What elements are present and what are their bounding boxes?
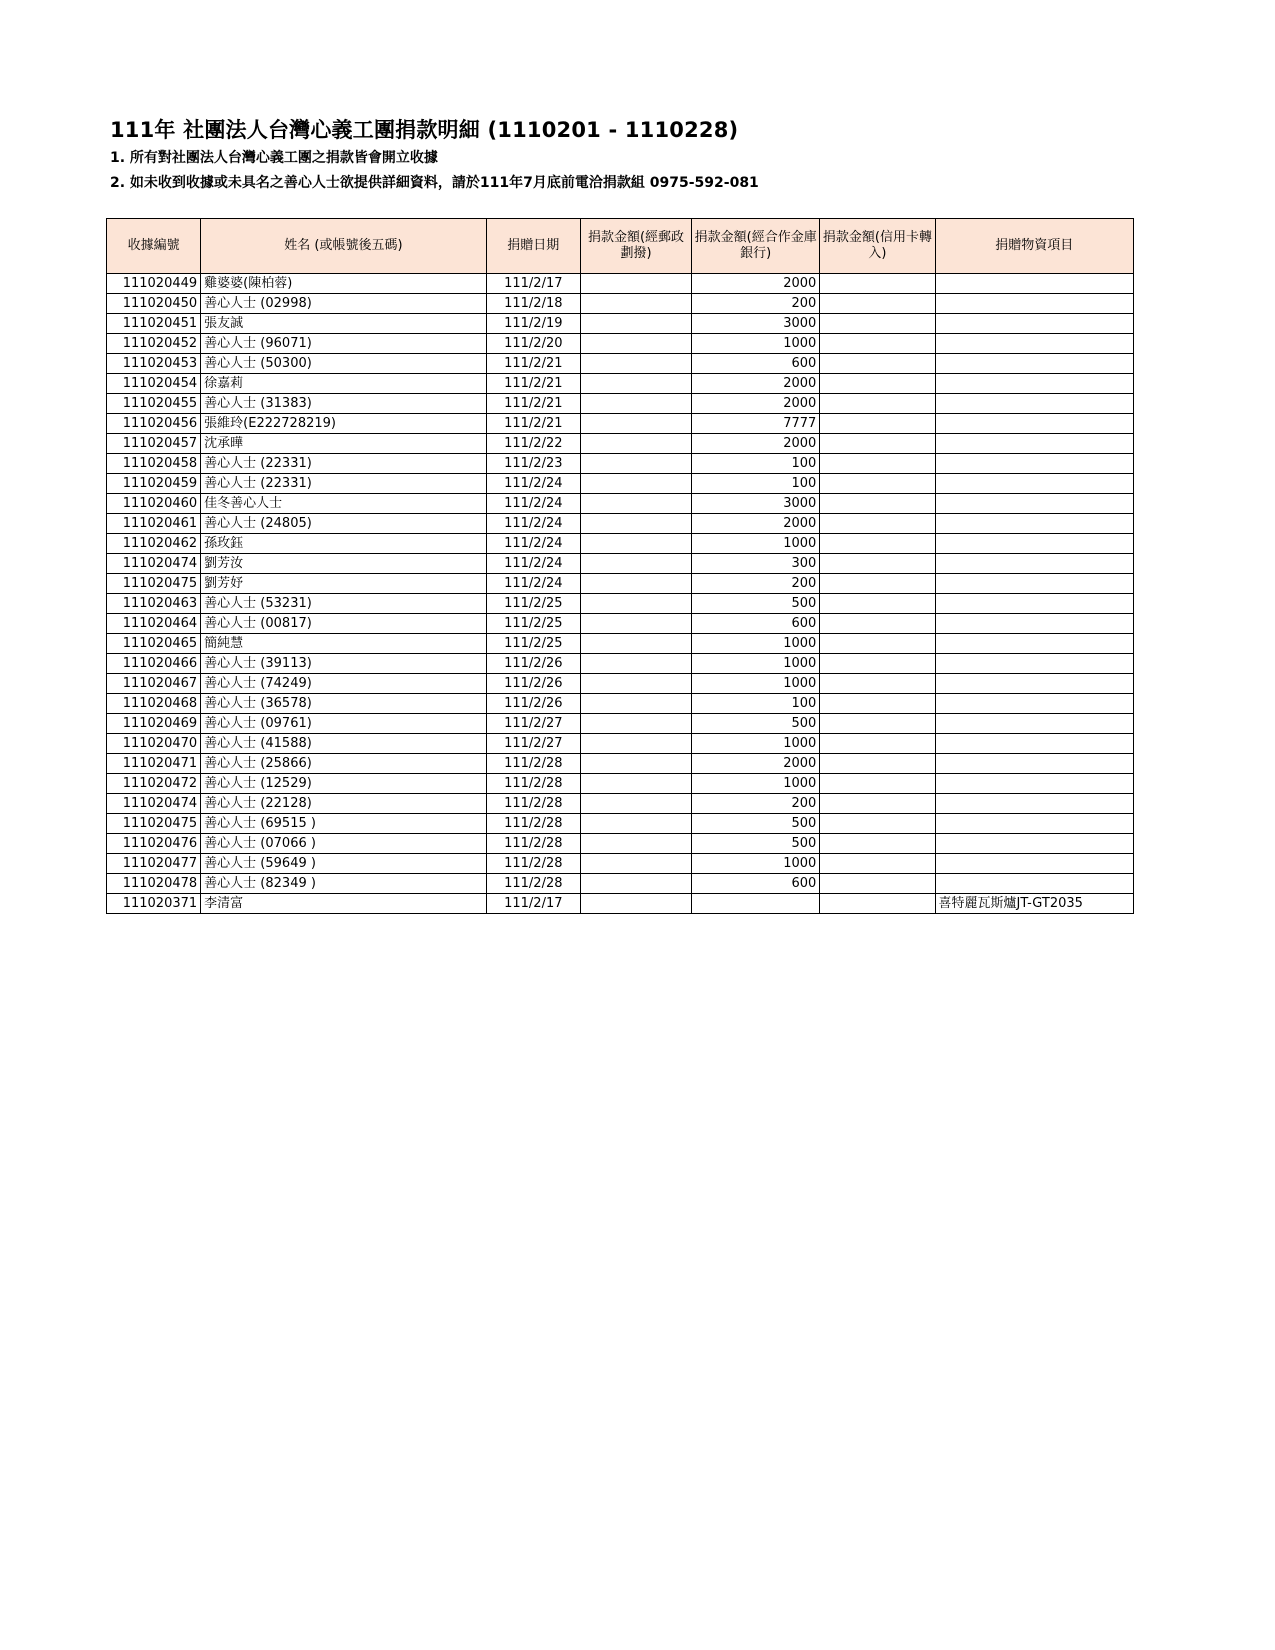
cell-donation-date: 111/2/21 xyxy=(486,394,580,414)
cell-postal-amount xyxy=(580,534,691,554)
cell-donated-items xyxy=(935,354,1133,374)
cell-receipt-no: 111020464 xyxy=(107,614,201,634)
cell-donation-date: 111/2/26 xyxy=(486,674,580,694)
cell-donated-items xyxy=(935,554,1133,574)
cell-credit-amount xyxy=(820,774,935,794)
cell-donated-items xyxy=(935,414,1133,434)
cell-postal-amount xyxy=(580,754,691,774)
cell-credit-amount xyxy=(820,894,935,914)
table-row xyxy=(107,454,1134,474)
table-row xyxy=(107,654,1134,674)
cell-donation-date: 111/2/27 xyxy=(486,734,580,754)
cell-donation-date: 111/2/26 xyxy=(486,654,580,674)
cell-receipt-no: 111020462 xyxy=(107,534,201,554)
cell-postal-amount xyxy=(580,474,691,494)
table-row xyxy=(107,274,1134,294)
cell-credit-amount xyxy=(820,314,935,334)
cell-donated-items xyxy=(935,274,1133,294)
cell-credit-amount xyxy=(820,634,935,654)
cell-donor-name: 徐嘉莉 xyxy=(201,374,487,394)
cell-credit-amount xyxy=(820,614,935,634)
cell-donation-date: 111/2/28 xyxy=(486,854,580,874)
cell-receipt-no: 111020475 xyxy=(107,814,201,834)
cell-donated-items xyxy=(935,614,1133,634)
cell-donation-date: 111/2/21 xyxy=(486,374,580,394)
cell-donation-date: 111/2/24 xyxy=(486,534,580,554)
cell-credit-amount xyxy=(820,674,935,694)
cell-donor-name: 張維玲(E222728219) xyxy=(201,414,487,434)
table-body xyxy=(107,274,1134,914)
table-row xyxy=(107,574,1134,594)
cell-credit-amount xyxy=(820,814,935,834)
note-contact-info: 2. 如未收到收據或未具名之善心人士欲提供詳細資料，請於111年7月底前電洽捐款組 0975-592-081 xyxy=(110,175,759,191)
cell-receipt-no: 111020474 xyxy=(107,794,201,814)
cell-donor-name: 劉芳汝 xyxy=(201,554,487,574)
cell-credit-amount xyxy=(820,514,935,534)
table-row xyxy=(107,614,1134,634)
header-postal-amount: 捐款金額(經郵政劃撥) xyxy=(580,219,691,274)
table-row xyxy=(107,694,1134,714)
cell-donation-date: 111/2/24 xyxy=(486,514,580,534)
cell-donated-items xyxy=(935,294,1133,314)
cell-credit-amount xyxy=(820,854,935,874)
cell-donor-name: 善心人士 (22331) xyxy=(201,474,487,494)
cell-credit-amount xyxy=(820,734,935,754)
header-donated-items: 捐贈物資項目 xyxy=(935,219,1133,274)
cell-donation-date: 111/2/20 xyxy=(486,334,580,354)
cell-credit-amount xyxy=(820,454,935,474)
cell-bank-amount: 1000 xyxy=(692,774,820,794)
cell-postal-amount xyxy=(580,734,691,754)
cell-credit-amount xyxy=(820,414,935,434)
cell-donation-date: 111/2/28 xyxy=(486,834,580,854)
cell-credit-amount xyxy=(820,794,935,814)
cell-postal-amount xyxy=(580,494,691,514)
cell-donated-items xyxy=(935,514,1133,534)
cell-donation-date: 111/2/28 xyxy=(486,774,580,794)
cell-donation-date: 111/2/28 xyxy=(486,874,580,894)
cell-donor-name: 善心人士 (82349 ) xyxy=(201,874,487,894)
cell-postal-amount xyxy=(580,354,691,374)
cell-donor-name: 善心人士 (00817) xyxy=(201,614,487,634)
table-row xyxy=(107,534,1134,554)
table-row xyxy=(107,774,1134,794)
cell-donated-items xyxy=(935,654,1133,674)
cell-postal-amount xyxy=(580,374,691,394)
cell-donation-date: 111/2/28 xyxy=(486,794,580,814)
table-row xyxy=(107,794,1134,814)
cell-donor-name: 善心人士 (36578) xyxy=(201,694,487,714)
header-credit-amount: 捐款金額(信用卡轉入) xyxy=(820,219,935,274)
cell-receipt-no: 111020478 xyxy=(107,874,201,894)
cell-donated-items xyxy=(935,774,1133,794)
header-name: 姓名 (或帳號後五碼) xyxy=(201,219,487,274)
table-row xyxy=(107,374,1134,394)
cell-receipt-no: 111020457 xyxy=(107,434,201,454)
cell-postal-amount xyxy=(580,514,691,534)
cell-bank-amount: 2000 xyxy=(692,514,820,534)
cell-donor-name: 善心人士 (22128) xyxy=(201,794,487,814)
cell-bank-amount: 3000 xyxy=(692,494,820,514)
cell-bank-amount: 500 xyxy=(692,594,820,614)
cell-donation-date: 111/2/23 xyxy=(486,454,580,474)
cell-donation-date: 111/2/24 xyxy=(486,494,580,514)
cell-bank-amount: 100 xyxy=(692,694,820,714)
cell-postal-amount xyxy=(580,674,691,694)
cell-donor-name: 簡純慧 xyxy=(201,634,487,654)
cell-donation-date: 111/2/28 xyxy=(486,754,580,774)
cell-receipt-no: 111020475 xyxy=(107,574,201,594)
cell-receipt-no: 111020449 xyxy=(107,274,201,294)
cell-donation-date: 111/2/25 xyxy=(486,594,580,614)
cell-postal-amount xyxy=(580,454,691,474)
cell-bank-amount: 500 xyxy=(692,834,820,854)
header-bank-amount: 捐款金額(經合作金庫銀行) xyxy=(692,219,820,274)
cell-postal-amount xyxy=(580,554,691,574)
cell-credit-amount xyxy=(820,694,935,714)
cell-donated-items xyxy=(935,634,1133,654)
cell-postal-amount xyxy=(580,314,691,334)
cell-donated-items xyxy=(935,734,1133,754)
cell-credit-amount xyxy=(820,714,935,734)
cell-donor-name: 善心人士 (12529) xyxy=(201,774,487,794)
cell-receipt-no: 111020471 xyxy=(107,754,201,774)
table-row xyxy=(107,314,1134,334)
cell-credit-amount xyxy=(820,354,935,374)
cell-receipt-no: 111020458 xyxy=(107,454,201,474)
cell-donation-date: 111/2/24 xyxy=(486,574,580,594)
table-row xyxy=(107,334,1134,354)
cell-credit-amount xyxy=(820,334,935,354)
cell-donor-name: 善心人士 (22331) xyxy=(201,454,487,474)
cell-credit-amount xyxy=(820,594,935,614)
cell-postal-amount xyxy=(580,414,691,434)
cell-receipt-no: 111020472 xyxy=(107,774,201,794)
cell-donor-name: 沈承曄 xyxy=(201,434,487,454)
cell-bank-amount: 200 xyxy=(692,294,820,314)
cell-postal-amount xyxy=(580,834,691,854)
table-row xyxy=(107,514,1134,534)
cell-donated-items xyxy=(935,874,1133,894)
cell-donor-name: 孫玫鈺 xyxy=(201,534,487,554)
cell-donation-date: 111/2/21 xyxy=(486,354,580,374)
note-receipt-policy: 1. 所有對社團法人台灣心義工團之捐款皆會開立收據 xyxy=(110,150,438,166)
cell-receipt-no: 111020476 xyxy=(107,834,201,854)
cell-receipt-no: 111020459 xyxy=(107,474,201,494)
cell-donated-items xyxy=(935,694,1133,714)
cell-bank-amount: 2000 xyxy=(692,274,820,294)
cell-credit-amount xyxy=(820,554,935,574)
cell-bank-amount: 2000 xyxy=(692,434,820,454)
cell-donated-items xyxy=(935,574,1133,594)
cell-donated-items xyxy=(935,794,1133,814)
cell-donated-items xyxy=(935,474,1133,494)
table-row xyxy=(107,474,1134,494)
cell-bank-amount: 1000 xyxy=(692,734,820,754)
cell-postal-amount xyxy=(580,854,691,874)
cell-donation-date: 111/2/18 xyxy=(486,294,580,314)
cell-postal-amount xyxy=(580,334,691,354)
cell-credit-amount xyxy=(820,274,935,294)
cell-postal-amount xyxy=(580,594,691,614)
cell-receipt-no: 111020371 xyxy=(107,894,201,914)
cell-donation-date: 111/2/24 xyxy=(486,474,580,494)
cell-donation-date: 111/2/28 xyxy=(486,814,580,834)
header-receipt-no: 收據編號 xyxy=(107,219,201,274)
table-row xyxy=(107,634,1134,654)
cell-donation-date: 111/2/25 xyxy=(486,614,580,634)
table-row xyxy=(107,294,1134,314)
table-row xyxy=(107,854,1134,874)
cell-bank-amount: 3000 xyxy=(692,314,820,334)
cell-donor-name: 善心人士 (96071) xyxy=(201,334,487,354)
cell-donor-name: 善心人士 (74249) xyxy=(201,674,487,694)
table-row xyxy=(107,414,1134,434)
cell-receipt-no: 111020463 xyxy=(107,594,201,614)
table-row xyxy=(107,554,1134,574)
cell-donor-name: 善心人士 (09761) xyxy=(201,714,487,734)
cell-donor-name: 善心人士 (07066 ) xyxy=(201,834,487,854)
cell-receipt-no: 111020474 xyxy=(107,554,201,574)
cell-credit-amount xyxy=(820,374,935,394)
cell-donation-date: 111/2/24 xyxy=(486,554,580,574)
cell-postal-amount xyxy=(580,434,691,454)
table-row xyxy=(107,594,1134,614)
cell-donated-items xyxy=(935,374,1133,394)
cell-bank-amount xyxy=(692,894,820,914)
cell-donated-items: 喜特麗瓦斯爐JT-GT2035 xyxy=(935,894,1133,914)
table-row xyxy=(107,494,1134,514)
table-row xyxy=(107,814,1134,834)
cell-donated-items xyxy=(935,494,1133,514)
table-row xyxy=(107,714,1134,734)
cell-donated-items xyxy=(935,754,1133,774)
cell-receipt-no: 111020461 xyxy=(107,514,201,534)
cell-postal-amount xyxy=(580,394,691,414)
cell-receipt-no: 111020453 xyxy=(107,354,201,374)
cell-donor-name: 善心人士 (53231) xyxy=(201,594,487,614)
table-row xyxy=(107,434,1134,454)
cell-postal-amount xyxy=(580,714,691,734)
cell-donated-items xyxy=(935,434,1133,454)
cell-postal-amount xyxy=(580,814,691,834)
cell-credit-amount xyxy=(820,434,935,454)
cell-receipt-no: 111020454 xyxy=(107,374,201,394)
cell-postal-amount xyxy=(580,294,691,314)
cell-postal-amount xyxy=(580,574,691,594)
cell-bank-amount: 200 xyxy=(692,794,820,814)
table-row xyxy=(107,674,1134,694)
table-row xyxy=(107,894,1134,914)
cell-bank-amount: 1000 xyxy=(692,674,820,694)
header-date: 捐贈日期 xyxy=(486,219,580,274)
table-header-row xyxy=(107,219,1134,274)
cell-donor-name: 劉芳妤 xyxy=(201,574,487,594)
cell-bank-amount: 7777 xyxy=(692,414,820,434)
cell-postal-amount xyxy=(580,694,691,714)
cell-donated-items xyxy=(935,394,1133,414)
cell-postal-amount xyxy=(580,614,691,634)
cell-donated-items xyxy=(935,454,1133,474)
cell-donation-date: 111/2/17 xyxy=(486,274,580,294)
table-row xyxy=(107,394,1134,414)
cell-receipt-no: 111020466 xyxy=(107,654,201,674)
cell-postal-amount xyxy=(580,654,691,674)
document-title: 111年 社團法人台灣心義工團捐款明細 (1110201 - 1110228) xyxy=(110,118,739,142)
donation-table xyxy=(106,218,1134,914)
table-row xyxy=(107,354,1134,374)
cell-donor-name: 善心人士 (59649 ) xyxy=(201,854,487,874)
cell-donor-name: 善心人士 (02998) xyxy=(201,294,487,314)
cell-bank-amount: 2000 xyxy=(692,374,820,394)
cell-donated-items xyxy=(935,594,1133,614)
cell-donor-name: 善心人士 (69515 ) xyxy=(201,814,487,834)
cell-donated-items xyxy=(935,534,1133,554)
cell-credit-amount xyxy=(820,874,935,894)
cell-donor-name: 李清富 xyxy=(201,894,487,914)
table-row xyxy=(107,754,1134,774)
cell-receipt-no: 111020477 xyxy=(107,854,201,874)
cell-bank-amount: 200 xyxy=(692,574,820,594)
cell-bank-amount: 100 xyxy=(692,474,820,494)
cell-postal-amount xyxy=(580,634,691,654)
cell-receipt-no: 111020450 xyxy=(107,294,201,314)
cell-donor-name: 善心人士 (24805) xyxy=(201,514,487,534)
cell-postal-amount xyxy=(580,894,691,914)
cell-donation-date: 111/2/25 xyxy=(486,634,580,654)
cell-donor-name: 佳冬善心人士 xyxy=(201,494,487,514)
cell-bank-amount: 1000 xyxy=(692,634,820,654)
cell-credit-amount xyxy=(820,294,935,314)
cell-receipt-no: 111020456 xyxy=(107,414,201,434)
table-row xyxy=(107,874,1134,894)
cell-credit-amount xyxy=(820,474,935,494)
cell-donor-name: 張友誠 xyxy=(201,314,487,334)
cell-postal-amount xyxy=(580,274,691,294)
table-row xyxy=(107,834,1134,854)
cell-donation-date: 111/2/19 xyxy=(486,314,580,334)
cell-receipt-no: 111020468 xyxy=(107,694,201,714)
cell-credit-amount xyxy=(820,754,935,774)
cell-donor-name: 雞婆婆(陳柏蓉) xyxy=(201,274,487,294)
cell-donation-date: 111/2/26 xyxy=(486,694,580,714)
cell-receipt-no: 111020451 xyxy=(107,314,201,334)
cell-bank-amount: 600 xyxy=(692,354,820,374)
cell-donated-items xyxy=(935,314,1133,334)
table-row xyxy=(107,734,1134,754)
cell-credit-amount xyxy=(820,574,935,594)
cell-donated-items xyxy=(935,814,1133,834)
cell-bank-amount: 600 xyxy=(692,614,820,634)
cell-bank-amount: 1000 xyxy=(692,534,820,554)
cell-donated-items xyxy=(935,334,1133,354)
cell-donated-items xyxy=(935,834,1133,854)
cell-donation-date: 111/2/22 xyxy=(486,434,580,454)
cell-receipt-no: 111020470 xyxy=(107,734,201,754)
cell-donor-name: 善心人士 (50300) xyxy=(201,354,487,374)
cell-postal-amount xyxy=(580,874,691,894)
cell-donor-name: 善心人士 (25866) xyxy=(201,754,487,774)
cell-credit-amount xyxy=(820,534,935,554)
cell-receipt-no: 111020469 xyxy=(107,714,201,734)
cell-bank-amount: 100 xyxy=(692,454,820,474)
cell-postal-amount xyxy=(580,774,691,794)
cell-donor-name: 善心人士 (31383) xyxy=(201,394,487,414)
cell-bank-amount: 2000 xyxy=(692,754,820,774)
cell-bank-amount: 300 xyxy=(692,554,820,574)
cell-bank-amount: 2000 xyxy=(692,394,820,414)
cell-receipt-no: 111020467 xyxy=(107,674,201,694)
cell-credit-amount xyxy=(820,834,935,854)
cell-postal-amount xyxy=(580,794,691,814)
cell-donation-date: 111/2/17 xyxy=(486,894,580,914)
cell-receipt-no: 111020452 xyxy=(107,334,201,354)
cell-credit-amount xyxy=(820,394,935,414)
cell-bank-amount: 1000 xyxy=(692,854,820,874)
cell-bank-amount: 600 xyxy=(692,874,820,894)
cell-donor-name: 善心人士 (41588) xyxy=(201,734,487,754)
cell-bank-amount: 1000 xyxy=(692,654,820,674)
cell-receipt-no: 111020465 xyxy=(107,634,201,654)
cell-donation-date: 111/2/21 xyxy=(486,414,580,434)
cell-donation-date: 111/2/27 xyxy=(486,714,580,734)
cell-receipt-no: 111020460 xyxy=(107,494,201,514)
cell-bank-amount: 500 xyxy=(692,814,820,834)
cell-donated-items xyxy=(935,674,1133,694)
cell-credit-amount xyxy=(820,494,935,514)
cell-donor-name: 善心人士 (39113) xyxy=(201,654,487,674)
cell-receipt-no: 111020455 xyxy=(107,394,201,414)
cell-credit-amount xyxy=(820,654,935,674)
cell-donated-items xyxy=(935,854,1133,874)
cell-bank-amount: 1000 xyxy=(692,334,820,354)
cell-bank-amount: 500 xyxy=(692,714,820,734)
cell-donated-items xyxy=(935,714,1133,734)
